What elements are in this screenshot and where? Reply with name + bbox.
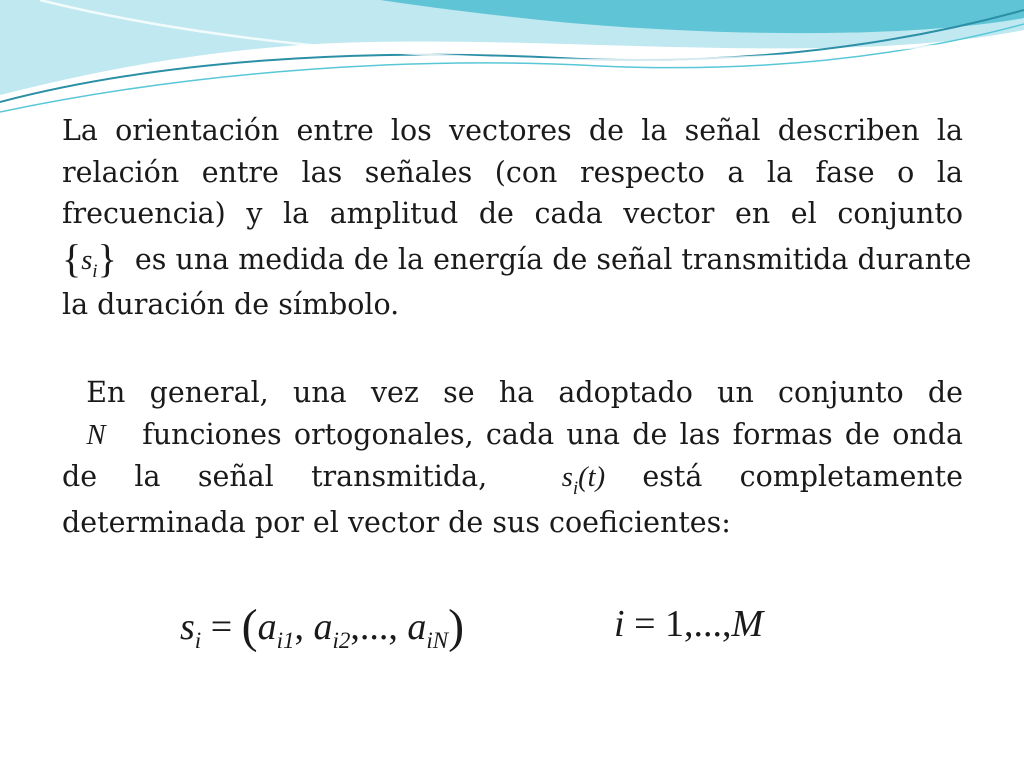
paragraph2-line2-text: funciones ortogonales, cada una de las formas de onda bbox=[142, 417, 963, 451]
paragraph1-line4-text: es una medida de la energía de señal transmitida durante bbox=[134, 242, 972, 276]
paragraph1-line5: la duración de símbolo. bbox=[62, 288, 400, 321]
signal-si-t: $s_i(t)$ bbox=[561, 462, 606, 499]
paragraph-orientation bbox=[62, 110, 972, 326]
paragraph-general bbox=[62, 372, 963, 543]
paragraph1-line2: relación entre las señales (con respecto a la fase o la bbox=[62, 155, 963, 189]
signal-set-symbol: $\{s_i\}$ bbox=[62, 235, 117, 282]
header-wave-decoration bbox=[0, 0, 1024, 115]
paragraph1-line3: frecuencia) y la amplitud de cada vector en el conjunto bbox=[62, 197, 963, 230]
equation-coefficient-vector: $s_i = (a_{i1}$, $a_{i2}$,..., $a_{iN}$) bbox=[180, 600, 465, 653]
paragraph2-line2 bbox=[62, 414, 963, 457]
paragraph2-line1: En general, una vez se ha adoptado un conjunto de bbox=[86, 376, 964, 409]
equation-index-range: i = 1,...,M bbox=[614, 603, 764, 645]
paragraph1-line1: La orientación entre los vectores de la señal describen la bbox=[62, 114, 963, 147]
symbol-N: N bbox=[86, 419, 106, 451]
paragraph2-line4: determinada por el vector de sus coeficientes: bbox=[62, 505, 731, 539]
paragraph1-line4 bbox=[62, 235, 972, 285]
paragraph2-line3: de la señal transmitida, $s_i(t)$ está completamente bbox=[62, 460, 963, 499]
